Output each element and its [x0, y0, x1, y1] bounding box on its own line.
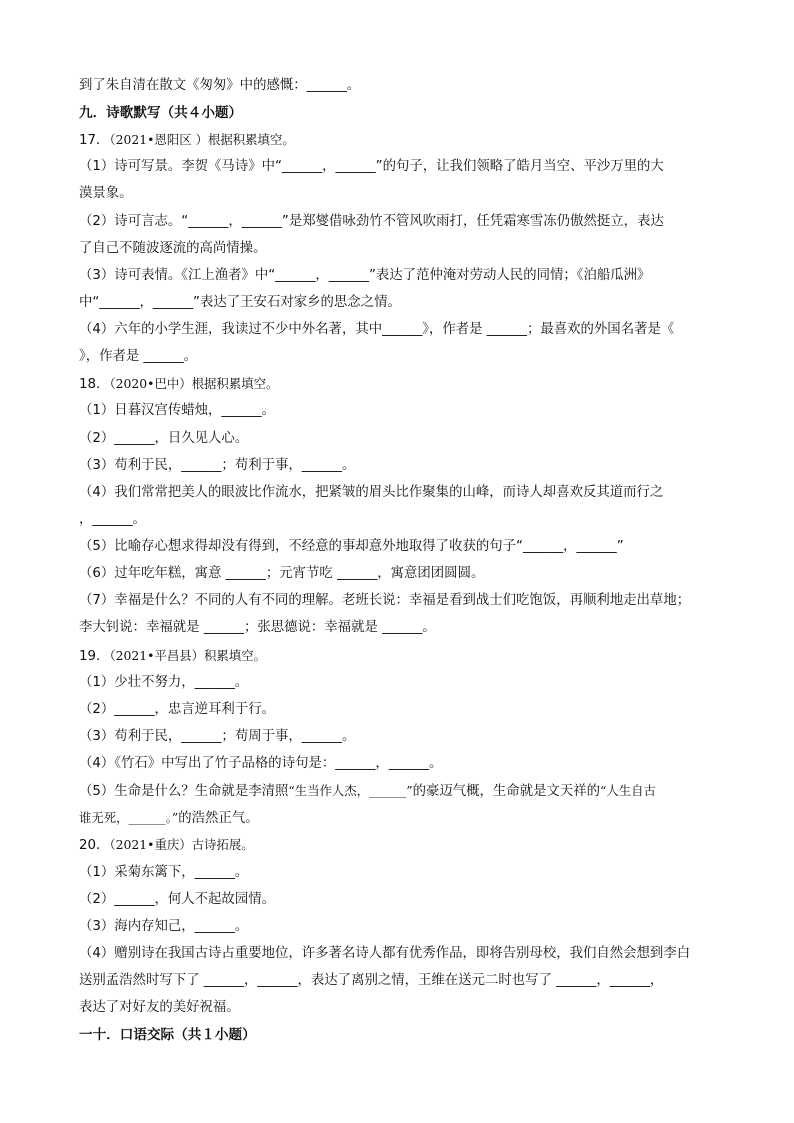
text-line: （3）苟利于民，______；苟周于事，______。 — [79, 729, 356, 744]
text-line: （2）诗可言志。“______，______”是郑燮借咏劲竹不管风吹雨打，任凭霜寒雪冻仍傲然挺立，表达 — [79, 214, 664, 229]
text-line: （4）《竹石》中写出了竹子品格的诗句是：______，______。 — [79, 756, 443, 771]
text-line: （5）比喻存心想求得却没有得到，不经意的事却意外地取得了收获的句子“______，______” — [79, 539, 624, 554]
text-line: （2）______，忠言逆耳利于行。 — [79, 702, 275, 717]
quoted-verse: 谁无死，______。” — [79, 810, 179, 825]
text-line: （6）过年吃年糕，寓意 ______；元宵节吃 ______，寓意团团圆圆。 — [79, 566, 485, 581]
text-line: 到了朱自清在散文《匆匆》中的感慨：______。 — [79, 78, 361, 93]
text-line: （2）______，日久见人心。 — [79, 431, 249, 446]
question-number: 20． — [79, 838, 110, 853]
question-header — [79, 374, 278, 395]
question-number: 17． — [79, 133, 110, 148]
quoted-verse: “生当作人杰，______” — [288, 783, 413, 798]
text-line — [79, 808, 259, 829]
text-line: 了自己不随波逐流的高尚情操。 — [79, 241, 267, 256]
section-heading: 九．诗歌默写（共４小题） — [79, 105, 243, 121]
text-segment: （5）生命是什么？生命就是李清照 — [79, 784, 289, 799]
question-header — [79, 835, 254, 856]
text-line: （1）日暮汉宫传蜡烛，______。 — [79, 403, 275, 418]
text-line: 送别孟浩然时写下了 ______，______，表达了离别之情，王维在送元二时也写了 ______，______， — [79, 973, 664, 988]
text-line: （4）赠别诗在我国古诗占重要地位，许多著名诗人都有优秀作品，即将告别母校，我们自然会想到李白 — [79, 946, 691, 961]
question-number: 18． — [79, 377, 110, 392]
text-line: （1）诗可写景。李贺《马诗》中“______，______”的句子，让我们领略了皓月当空、平沙万里的大 — [79, 159, 664, 174]
question-source: （2021•恩阳区 ）根据积累填空。 — [109, 132, 295, 147]
text-line: （1）少壮不努力，______。 — [79, 675, 249, 690]
question-number: 19． — [79, 649, 110, 664]
question-header — [79, 130, 295, 151]
quoted-verse: “人生自古 — [600, 783, 656, 798]
text-line: 李大钊说：幸福就是 ______；张思德说：幸福就是 ______。 — [79, 620, 436, 635]
question-header — [79, 646, 266, 667]
text-line: （1）采菊东篱下，______。 — [79, 865, 249, 880]
text-line: 漠景象。 — [79, 186, 133, 201]
text-line: （2）______，何人不起故园情。 — [79, 892, 275, 907]
text-line: （3）诗可表情。《江上渔者》中“______，______”表达了范仲淹对劳动人民的同情；《泊船瓜洲》 — [79, 268, 651, 283]
text-line: 中“______，______”表达了王安石对家乡的思念之情。 — [79, 295, 401, 310]
text-line: 表达了对好友的美好祝福。 — [79, 1000, 240, 1015]
question-source: （2021•重庆）古诗拓展。 — [109, 837, 254, 852]
text-line: （3）海内存知己，______。 — [79, 919, 249, 934]
question-source: （2021•平昌县）积累填空。 — [109, 648, 266, 663]
text-line: （7）幸福是什么？不同的人有不同的理解。老班长说：幸福是看到战士们吃饱饭，再顺利地走出草地； — [79, 593, 691, 608]
text-segment: 的豪迈气概，生命就是文天祥的 — [412, 784, 601, 799]
text-line: 》，作者是 ______。 — [79, 349, 198, 364]
text-line: （4）我们常常把美人的眼波比作流水，把紧皱的眉头比作聚集的山峰，而诗人却喜欢反其道而行之 — [79, 485, 664, 500]
question-source: （2020•巴中）根据积累填空。 — [109, 376, 279, 391]
section-heading: 一十．口语交际（共１小题） — [79, 1027, 256, 1043]
text-segment: 的浩然正气。 — [178, 811, 259, 826]
text-line: ，______。 — [79, 512, 146, 527]
text-line: （4）六年的小学生涯，我读过不少中外名著，其中______》，作者是 ______；最喜欢的外国名著是《 — [79, 322, 675, 337]
text-line: （3）苟利于民，______；苟利于事，______。 — [79, 458, 356, 473]
text-line — [79, 781, 656, 802]
